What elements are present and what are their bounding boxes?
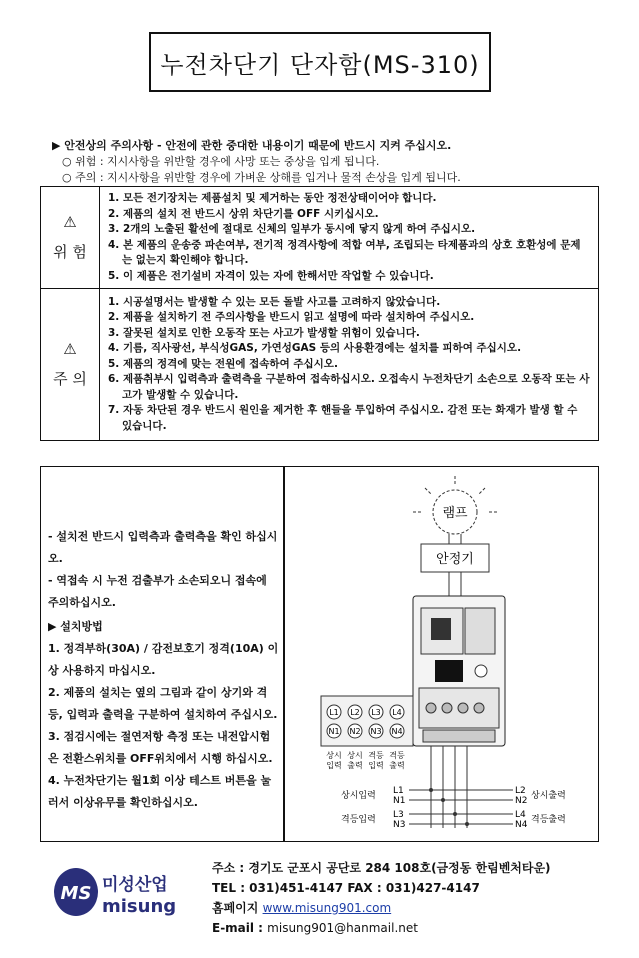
- notice-heading: ▶ 안전상의 주의사항 - 안전에 관한 중대한 내용이기 때문에 반드시 지켜 주십시오.: [52, 139, 452, 152]
- danger-item: 3. 2개의 노출된 활선에 절대로 신체의 일부가 동시에 닿지 않게 하여 주십시오.: [108, 223, 476, 235]
- danger-label: 위 험: [53, 243, 87, 261]
- email-address: misung901@hanmail.net: [267, 921, 418, 935]
- terminal-caption: 입력: [326, 761, 342, 770]
- lamp-label: 램프: [442, 506, 468, 521]
- email-label: E-mail :: [212, 921, 268, 935]
- wire-label-left: L3: [393, 810, 404, 820]
- wire-label-right: L2: [515, 786, 526, 796]
- caution-item: 1. 시공설명서는 발생할 수 있는 모든 돌발 사고를 고려하지 않았습니다.: [108, 295, 441, 308]
- instruction-bullet: - 역접속 시 누전 검출부가 소손되오니 접속에 주의하십시오.: [48, 574, 267, 609]
- danger-item: 2. 제품의 설치 전 반드시 상위 차단기를 OFF 시키십시오.: [108, 207, 379, 220]
- device-wires: [431, 746, 467, 828]
- caution-label: 주 의: [53, 370, 87, 388]
- caution-item: 4. 기름, 직사광선, 부식성GAS, 가연성GAS 등의 사용환경에는 설치를 피하여 주십시오.: [108, 342, 522, 355]
- notice-caution-def: ○ 주의 : 지시사항을 위반할 경우에 가벼운 상해를 입거나 물적 손상을 입게 됩니다.: [62, 171, 461, 184]
- terminal-label: N3: [370, 727, 382, 736]
- logo-korean: 미성산업: [102, 875, 168, 895]
- terminal-caption: 입력: [368, 761, 384, 770]
- out-alt-label: 격등출력: [531, 815, 566, 825]
- danger-item: 1. 모든 전기장치는 제품설치 및 제거하는 동안 정전상태이어야 합니다.: [108, 192, 437, 204]
- out-normal-label: 상시출력: [531, 791, 566, 801]
- danger-items: [100, 187, 599, 289]
- terminal-label: L2: [350, 708, 360, 717]
- warning-triangle-icon: ⚠: [63, 340, 77, 358]
- wire-label-right: L4: [515, 810, 526, 820]
- install-instructions: [48, 526, 280, 814]
- logo-mark-text: MS: [60, 883, 92, 904]
- field-wires: [409, 790, 513, 824]
- footer-contact: [212, 858, 612, 938]
- footer-address: 주소 : 경기도 군포시 공단로 284 108호(금정동 한림벤처타운): [212, 861, 551, 875]
- wire-label-left: N1: [393, 796, 406, 806]
- caution-items: [100, 289, 599, 441]
- install-step: 3. 점검시에는 절연저항 측정 또는 내전압시험은 전환스위치를 OFF위치에서 시행 하십시오.: [48, 730, 273, 765]
- caution-label-cell: [41, 289, 100, 441]
- caution-item: 6. 제품취부시 입력측과 출력측을 구분하여 접속하십시오. 오접속시 누전차단기 소손으로 오동작 또는 사고가 발생할 수 있습니다.: [108, 373, 590, 401]
- instruction-bullet: - 설치전 반드시 입력측과 출력측을 확인 하십시오.: [48, 530, 278, 565]
- breaker-device: [413, 596, 505, 746]
- terminal-caption: 격등: [368, 751, 384, 760]
- terminal-label: N1: [328, 727, 340, 736]
- company-logo: [52, 862, 192, 922]
- footer-homepage: [212, 898, 612, 918]
- terminal-block: [321, 696, 413, 770]
- terminal-caption: 상시: [326, 751, 342, 760]
- danger-label-cell: [41, 187, 100, 289]
- wiring-diagram: [285, 468, 597, 840]
- in-normal-label: 상시입력: [341, 791, 376, 801]
- terminal-caption: 출력: [347, 761, 363, 770]
- caution-item: 5. 제품의 정격에 맞는 전원에 접속하여 주십시오.: [108, 357, 338, 370]
- homepage-label: 홈페이지: [212, 901, 259, 915]
- caution-item: 3. 잘못된 설치로 인한 오동작 또는 사고가 발생할 위험이 있습니다.: [108, 326, 420, 339]
- danger-item: 5. 이 제품은 전기설비 자격이 있는 자에 한해서만 작업할 수 있습니다.: [108, 269, 434, 282]
- wire-label-right: N4: [515, 820, 528, 830]
- terminal-caption: 출력: [389, 761, 405, 770]
- terminal-label: N4: [391, 727, 403, 736]
- notice-danger-def: ○ 위험 : 지시사항을 위반할 경우에 사망 또는 중상을 입게 됩니다.: [62, 155, 380, 168]
- caution-item: 2. 제품을 설치하기 전 주의사항을 반드시 읽고 설명에 따라 설치하여 주십시오.: [108, 311, 475, 324]
- wire-label-left: L1: [393, 786, 404, 796]
- safety-notice: [52, 138, 612, 186]
- terminal-caption: 격등: [389, 751, 405, 760]
- install-step: 2. 제품의 설치는 옆의 그림과 같이 상기와 격등, 입력과 출력을 구분하여 설치하여 주십시오.: [48, 686, 278, 721]
- terminal-label: L4: [392, 708, 402, 717]
- caution-item: 7. 자동 차단된 경우 반드시 원인을 제거한 후 핸들을 투입하여 주십시오. 감전 또는 화재가 발생 할 수 있습니다.: [108, 404, 578, 432]
- homepage-link[interactable]: www.misung901.com: [262, 901, 392, 915]
- footer-tel: TEL : 031)451-4147 FAX : 031)427-4147: [212, 881, 480, 895]
- terminal-label: N2: [349, 727, 361, 736]
- document-title: 누전차단기 단자함(MS-310): [149, 32, 491, 92]
- danger-item: 4. 본 제품의 운송중 파손여부, 전기적 정격사항에 적합 여부, 조립되는 타제품과의 상호 호환성에 문제는 없는지 확인해야 합니다.: [108, 238, 581, 266]
- wire-label-right: N2: [515, 796, 528, 806]
- terminal-label: L1: [329, 708, 339, 717]
- install-step: 4. 누전차단기는 월1회 이상 테스트 버튼을 눌러서 이상유무를 확인하십시오.: [48, 774, 272, 809]
- install-step: 1. 정격부하(30A) / 감전보호기 정격(10A) 이상 사용하지 마십시오.: [48, 642, 279, 677]
- method-title: ▶ 설치방법: [48, 620, 103, 633]
- wire-label-left: N3: [393, 820, 406, 830]
- terminal-caption: 상시: [347, 751, 363, 760]
- warning-triangle-icon: ⚠: [63, 213, 77, 231]
- stabilizer-label: 안정기: [436, 552, 474, 567]
- in-alt-label: 격등입력: [341, 815, 376, 825]
- logo-english: misung: [102, 896, 177, 917]
- terminal-label: L3: [371, 708, 381, 717]
- warning-table: [40, 186, 599, 441]
- footer-email: [212, 918, 612, 938]
